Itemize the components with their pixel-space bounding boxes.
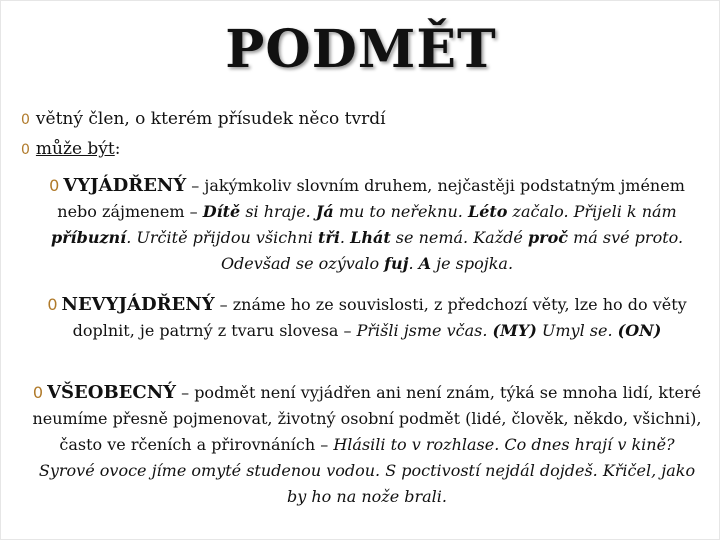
text-run: .: [339, 228, 351, 247]
text-run: proč: [527, 228, 568, 247]
text-run: tři: [318, 228, 340, 247]
text-run: Přišli jsme včas.: [356, 321, 493, 340]
text-run: Hlásili to v rozhlase. Co dnes hrají v kině? Syrové ovoce jíme omyté studenou vodou. S poctivostí nejdál dojdeš. Křičel, jako by ho na nože brali.: [38, 435, 696, 506]
text-run: . Určitě přijdou všichni: [126, 228, 318, 247]
text-run: – jakýmkoliv slovním druhem, nejčastěji podstatným jménem nebo zájmenem –: [57, 176, 685, 221]
text-run: Lhát: [350, 228, 391, 247]
text-run: Dítě: [202, 202, 241, 221]
text-run: (ON): [617, 321, 662, 340]
bullet-icon: 0: [32, 383, 44, 402]
slide-title: PODMĚT: [225, 19, 497, 80]
definition-text: větný člen, o kterém přísudek něco tvrdí: [35, 109, 386, 129]
text-run: – známe ho ze souvislosti, z předchozí věty, lze ho do věty doplnit, je patrný z tvaru slovesa –: [72, 295, 687, 340]
text-run: (MY): [492, 321, 537, 340]
text-run: příbuzní: [50, 228, 127, 247]
text-run: mu to neřeknu.: [333, 202, 468, 221]
type-expressed: [29, 173, 705, 277]
bullet-icon: 0: [49, 176, 60, 195]
type-general: [29, 380, 705, 510]
text-run: fuj: [384, 254, 409, 273]
type-unexpressed: [29, 292, 705, 344]
text-run: – podmět není vyjádřen ani není znám, týká se mnoha lidí, které neumíme přesně pojmenovat, životný osobní podmět (lidé, člověk, někdo, všichni), často ve rčeních a přirovnáních –: [32, 383, 702, 454]
can-be-colon: :: [114, 139, 121, 159]
text-run: je spojka.: [431, 254, 514, 273]
bullet-icon: 0: [47, 295, 58, 314]
list-item-definition: [21, 109, 386, 130]
text-run: A: [418, 254, 432, 273]
text-run: se nemá. Každé: [390, 228, 528, 247]
bullet-icon: 0: [21, 112, 30, 128]
text-run: Léto: [467, 202, 508, 221]
text-run: má své proto. Odevšad se ozývalo: [220, 228, 684, 273]
term-expressed: VYJÁDŘENÝ: [63, 175, 187, 196]
term-unexpressed: NEVYJÁDŘENÝ: [61, 294, 215, 315]
text-run: si hraje.: [240, 202, 316, 221]
text-run: Umyl se.: [536, 321, 618, 340]
list-item-can-be: [21, 139, 120, 160]
text-run: .: [408, 254, 419, 273]
can-be-text: může být: [35, 139, 115, 159]
text-run: Já: [315, 202, 334, 221]
term-general: VŠEOBECNÝ: [47, 382, 177, 403]
text-run: začalo. Přijeli k nám: [507, 202, 677, 221]
bullet-icon: 0: [21, 142, 30, 158]
